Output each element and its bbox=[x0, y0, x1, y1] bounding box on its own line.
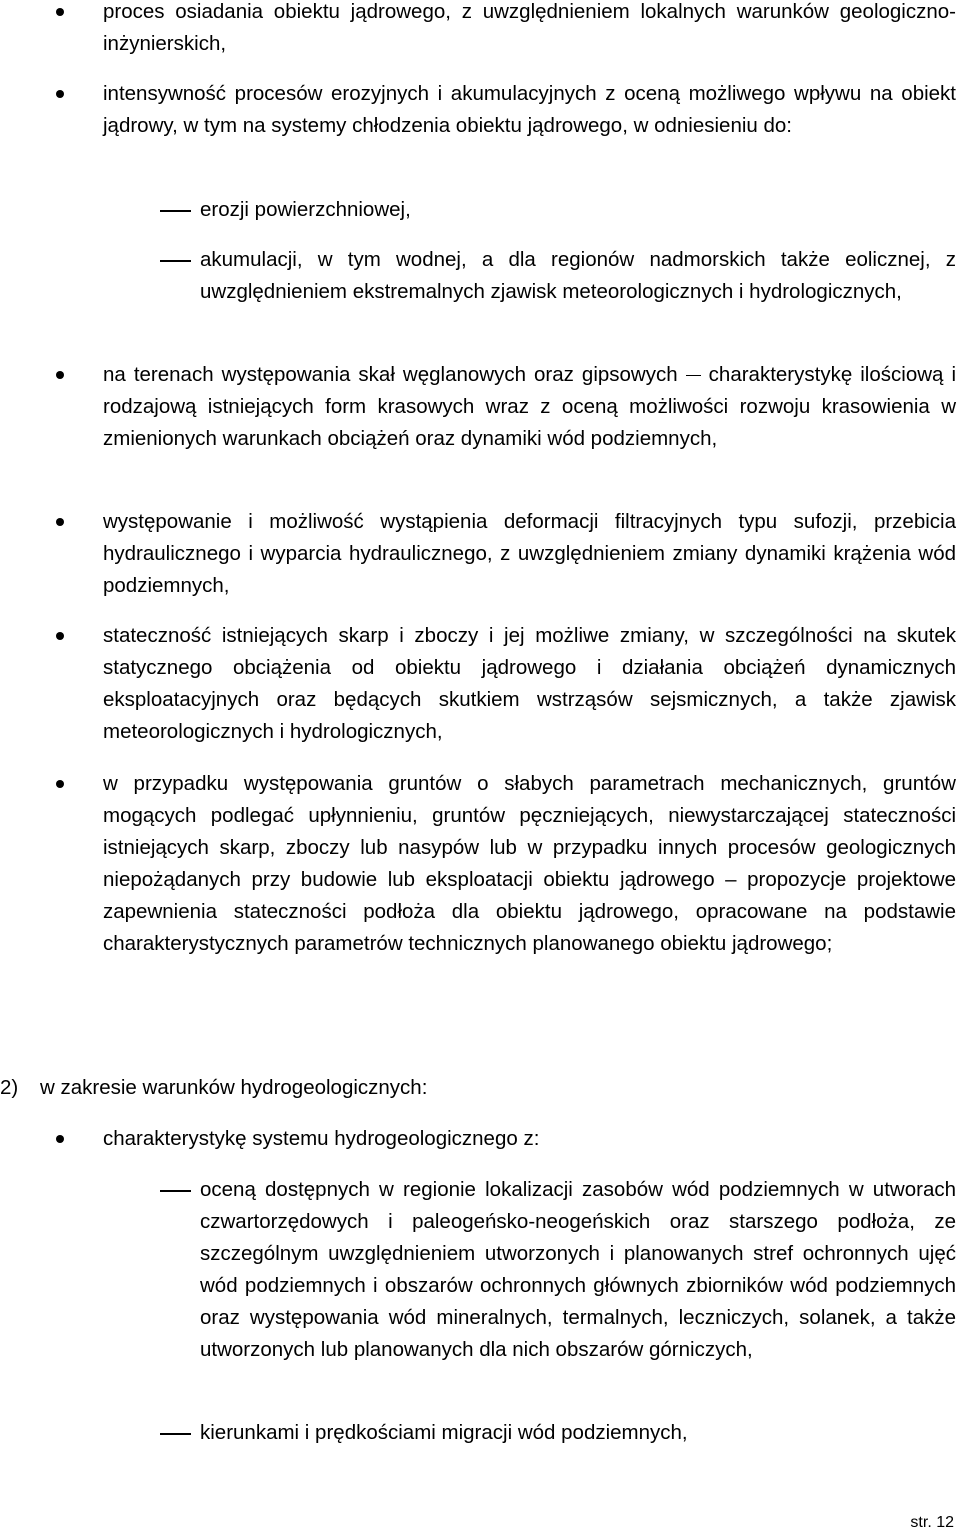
bullet-icon bbox=[56, 632, 64, 640]
sub-list-item: erozji powierzchniowej, bbox=[200, 198, 411, 221]
sub-list-item: akumulacji, w tym wodnej, a dla regionów nadmorskich także eolicznej, z uwzględnieniem ekstremalnych zjawisk meteorologicznych i hydrologicznych, bbox=[200, 248, 956, 303]
bullet-icon bbox=[56, 1135, 64, 1143]
list-item-text: na terenach występowania skał węglanowych oraz gipsowych bbox=[103, 363, 678, 386]
bullet-icon bbox=[56, 780, 64, 788]
bullet-icon bbox=[56, 371, 64, 379]
dash-icon bbox=[160, 1190, 191, 1192]
sub-list-item: oceną dostępnych w regionie lokalizacji zasobów wód podziemnych w utworach czwartorzędowych i paleogeńsko-neogeńskich oraz starszego podłoża, ze szczególnym uwzględnieniem utworzonych i planowanych stref ochronnych ujęć wód podziemnych i obszarów ochronnych głównych zbiorników wód podziemnych oraz występowania wód mineralnych, termalnych, leczniczych, solanek, a także utworzonych lub planowanych dla nich obszarów górniczych, bbox=[200, 1178, 956, 1361]
list-item bbox=[103, 359, 956, 455]
section-heading bbox=[0, 1072, 427, 1104]
dash-icon bbox=[686, 375, 701, 377]
dash-icon bbox=[160, 210, 191, 212]
dash-icon bbox=[160, 1433, 191, 1435]
list-item: charakterystykę systemu hydrogeologicznego z: bbox=[103, 1127, 540, 1150]
sub-list-item: kierunkami i prędkościami migracji wód podziemnych, bbox=[200, 1421, 688, 1444]
dash-icon bbox=[160, 260, 191, 262]
section-title: w zakresie warunków hydrogeologicznych: bbox=[40, 1076, 428, 1099]
list-item: stateczność istniejących skarp i zboczy i jej możliwe zmiany, w szczególności na skutek statycznego obciążenia od obiektu jądrowego i działania obciążeń dynamicznych eksploatacyjnych oraz będących skutkiem wstrząsów sejsmicznych, a także zjawisk meteorologicznych i hydrologicznych, bbox=[103, 624, 956, 743]
section-number: 2) bbox=[0, 1076, 19, 1099]
list-item: w przypadku występowania gruntów o słabych parametrach mechanicznych, gruntów mogących podlegać upłynnieniu, gruntów pęczniejących, niewystarczającej stateczności istniejących skarp, zboczy lub nasypów lub w przypadku innych procesów geologicznych niepożądanych przy budowie lub eksploatacji obiektu jądrowego – propozycje projektowe zapewnienia stateczności podłoża dla obiektu jądrowego, opracowane na podstawie charakterystycznych parametrów technicznych planowanego obiektu jądrowego; bbox=[103, 772, 956, 955]
bullet-icon bbox=[56, 8, 64, 16]
list-item: intensywność procesów erozyjnych i akumulacyjnych z oceną możliwego wpływu na obiekt jądrowy, w tym na systemy chłodzenia obiektu jądrowego, w odniesieniu do: bbox=[103, 82, 956, 137]
list-item-text: charakterystykę ilościową i rodzajową istniejących form krasowych wraz z oceną możliwości rozwoju krasowienia w zmienionych warunkach obciążeń oraz dynamiki wód podziemnych, bbox=[103, 363, 957, 450]
list-item: występowanie i możliwość wystąpienia deformacji filtracyjnych typu sufozji, przebicia hydraulicznego i wyparcia hydraulicznego, z uwzględnieniem zmiany dynamiki krążenia wód podziemnych, bbox=[103, 510, 956, 597]
list-item: proces osiadania obiektu jądrowego, z uwzględnieniem lokalnych warunków geologiczno-inżynierskich, bbox=[103, 0, 956, 55]
bullet-icon bbox=[56, 90, 64, 98]
bullet-icon bbox=[56, 518, 64, 526]
page-number: str. 12 bbox=[910, 1514, 954, 1531]
